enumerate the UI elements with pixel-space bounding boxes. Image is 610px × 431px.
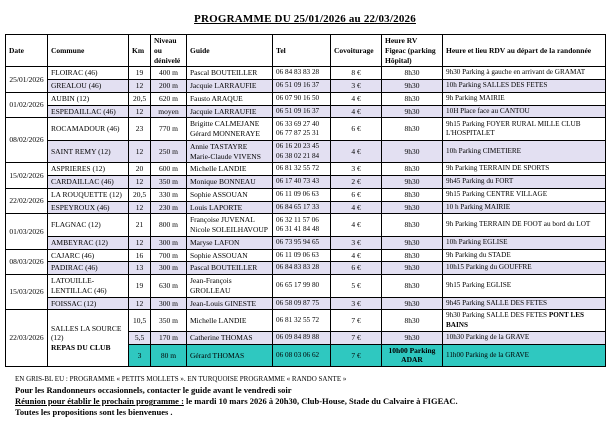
commune-cell: PADIRAC (46)	[48, 262, 129, 275]
guide-cell: Monique BONNEAU	[187, 176, 273, 189]
niveau-cell: 700 m	[151, 249, 187, 262]
commune-cell: FLOIRAC (46)	[48, 67, 129, 80]
km-cell: 13	[129, 262, 151, 275]
rdv-cell: 9h45 Parking du FORT	[443, 176, 606, 189]
niveau-cell: 300 m	[151, 262, 187, 275]
guide-cell: Pascal BOUTEILLER	[187, 262, 273, 275]
guide-cell: Brigitte CALMEJANE Gérard MONNERAYE	[187, 118, 273, 141]
guide-cell: Jean-François GROLLEAU	[187, 275, 273, 298]
rdv-cell: 9h Parking MAIRIE	[443, 92, 606, 105]
covoiturage-cell: 7 €	[331, 344, 382, 367]
niveau-cell: 770 m	[151, 118, 187, 141]
km-cell: 19	[129, 67, 151, 80]
niveau-cell: 230 m	[151, 201, 187, 214]
table-row	[6, 163, 606, 176]
tel-cell: 06 11 09 06 63	[273, 249, 331, 262]
column-header: Niveau ou dénivelé	[151, 35, 187, 67]
niveau-cell: 80 m	[151, 344, 187, 367]
km-cell: 12	[129, 105, 151, 118]
date-cell: 15/02/2026	[6, 163, 48, 189]
note-occasional-hikers: Pour les Randonneurs occasionnels, contacter le guide avant le vendredi soir	[15, 385, 292, 396]
guide-cell: Maryse LAFON	[187, 236, 273, 249]
rdv-cell: 9h15 Parking CENTRE VILLAGE	[443, 188, 606, 201]
rdv-cell: 10h Parking CIMETIERE	[443, 140, 606, 163]
heure-rv-cell: 8h30	[382, 163, 443, 176]
table-row	[6, 188, 606, 201]
commune-cell: CAJARC (46)	[48, 249, 129, 262]
niveau-cell: 350 m	[151, 310, 187, 332]
covoiturage-cell: 4 €	[331, 249, 382, 262]
covoiturage-cell: 3 €	[331, 236, 382, 249]
heure-rv-cell: 8h30	[382, 67, 443, 80]
km-cell: 12	[129, 236, 151, 249]
covoiturage-cell: 4 €	[331, 140, 382, 163]
header-row	[6, 35, 606, 67]
table-row	[6, 297, 606, 310]
tel-cell: 06 81 32 55 72	[273, 163, 331, 176]
column-header: Commune	[48, 35, 129, 67]
guide-cell: Michelle LANDIE	[187, 163, 273, 176]
guide-cell: Jacquie LARRAUFIE	[187, 80, 273, 93]
km-cell: 12	[129, 176, 151, 189]
km-cell: 20,5	[129, 92, 151, 105]
niveau-cell: 250 m	[151, 140, 187, 163]
heure-rv-cell: 9h30	[382, 201, 443, 214]
heure-rv-cell: 8h30	[382, 188, 443, 201]
table-row	[6, 118, 606, 141]
guide-cell: Annie TASTAYRE Marie-Claude VIVENS	[187, 140, 273, 163]
km-cell: 3	[129, 344, 151, 367]
km-cell: 21	[129, 214, 151, 237]
heure-rv-cell: 8h30	[382, 118, 443, 141]
table-row	[6, 176, 606, 189]
guide-cell: Catherine THOMAS	[187, 331, 273, 344]
column-header: Heure RV Figeac (parking Hôpital)	[382, 35, 443, 67]
date-cell: 01/02/2026	[6, 92, 48, 118]
niveau-cell: 600 m	[151, 163, 187, 176]
guide-cell: Michelle LANDIE	[187, 310, 273, 332]
km-cell: 19	[129, 275, 151, 298]
note-meeting-rest: le mardi 10 mars 2026 à 20h30, Club-House, Stade du Calvaire à FIGEAC.	[183, 396, 458, 407]
km-cell: 23	[129, 118, 151, 141]
covoiturage-cell: 4 €	[331, 92, 382, 105]
commune-cell: CARDAILLAC (46)	[48, 176, 129, 189]
column-header: Km	[129, 35, 151, 67]
guide-cell: Louis LAPORTE	[187, 201, 273, 214]
km-cell: 20	[129, 163, 151, 176]
heure-rv-cell: 9h30	[382, 331, 443, 344]
table-row	[6, 262, 606, 275]
column-header: Heure et lieu RDV au départ de la randonnée	[443, 35, 606, 67]
table-row	[6, 249, 606, 262]
table-row	[6, 275, 606, 298]
rdv-cell: 10h30 Parking de la GRAVE	[443, 331, 606, 344]
table-row	[6, 92, 606, 105]
heure-rv-cell: 10h00 Parking ADAR	[382, 344, 443, 367]
covoiturage-cell: 8 €	[331, 67, 382, 80]
heure-rv-cell: 8h30	[382, 214, 443, 237]
column-header: Covoiturage	[331, 35, 382, 67]
km-cell: 20,5	[129, 188, 151, 201]
commune-cell: AMBEYRAC (12)	[48, 236, 129, 249]
table-row	[6, 105, 606, 118]
heure-rv-cell: 9h30	[382, 262, 443, 275]
commune-cell: SALLES LA SOURCE (12) REPAS DU CLUB	[48, 310, 129, 367]
rdv-cell: 10h Parking EGLISE	[443, 236, 606, 249]
rdv-cell: 9h Parking TERRAIN DE FOOT au bord du LOT	[443, 214, 606, 237]
date-cell: 15/03/2026	[6, 275, 48, 310]
km-cell: 16	[129, 249, 151, 262]
commune-cell: ROCAMADOUR (46)	[48, 118, 129, 141]
guide-cell: Sophie ASSOUAN	[187, 188, 273, 201]
rdv-cell: 11h00 Parking de la GRAVE	[443, 344, 606, 367]
table-header	[6, 35, 606, 67]
rdv-cell: 9h15 Parking FOYER RURAL MILLE CLUB L'HOSPITALET	[443, 118, 606, 141]
niveau-cell: 630 m	[151, 275, 187, 298]
rdv-cell: 10h15 Parking du GOUFFRE	[443, 262, 606, 275]
niveau-cell: 350 m	[151, 176, 187, 189]
date-cell: 22/03/2026	[6, 310, 48, 367]
heure-rv-cell: 8h30	[382, 275, 443, 298]
guide-cell: Jean-Louis GINESTE	[187, 297, 273, 310]
niveau-cell: 800 m	[151, 214, 187, 237]
table-row	[6, 140, 606, 163]
rdv-cell: 9h15 Parking EGLISE	[443, 275, 606, 298]
commune-cell: LATOUILLE-LENTILLAC (46)	[48, 275, 129, 298]
tel-cell: 06 32 11 57 06 06 31 41 84 48	[273, 214, 331, 237]
date-cell: 08/03/2026	[6, 249, 48, 275]
tel-cell: 06 07 90 16 50	[273, 92, 331, 105]
column-header: Tel	[273, 35, 331, 67]
column-header: Guide	[187, 35, 273, 67]
km-cell: 12	[129, 140, 151, 163]
tel-cell: 06 16 20 23 45 06 38 02 21 84	[273, 140, 331, 163]
programme-table	[5, 34, 606, 367]
commune-cell: AUBIN (12)	[48, 92, 129, 105]
guide-cell: Françoise JUVENAL Nicole SOLEILHAVOUP	[187, 214, 273, 237]
commune-cell: FLAGNAC (12)	[48, 214, 129, 237]
guide-cell: Sophie ASSOUAN	[187, 249, 273, 262]
tel-cell: 06 81 32 55 72	[273, 310, 331, 332]
niveau-cell: 300 m	[151, 236, 187, 249]
covoiturage-cell: 6 €	[331, 118, 382, 141]
covoiturage-cell: 5 €	[331, 275, 382, 298]
tel-cell: 06 33 69 27 40 06 77 87 25 31	[273, 118, 331, 141]
tel-cell: 06 08 03 06 62	[273, 344, 331, 367]
commune-cell: LA ROUQUETTE (12)	[48, 188, 129, 201]
heure-rv-cell: 8h30	[382, 310, 443, 332]
covoiturage-cell: 6 €	[331, 188, 382, 201]
covoiturage-cell: 7 €	[331, 310, 382, 332]
commune-cell: GREALOU (46)	[48, 80, 129, 93]
rdv-cell: 10H Place face au CANTOU	[443, 105, 606, 118]
heure-rv-cell: 9h30	[382, 176, 443, 189]
rdv-cell: 9h Parking du STADE	[443, 249, 606, 262]
km-cell: 5,5	[129, 331, 151, 344]
km-cell: 12	[129, 80, 151, 93]
date-cell: 22/02/2026	[6, 188, 48, 214]
km-cell: 10,5	[129, 310, 151, 332]
covoiturage-cell: 3 €	[331, 163, 382, 176]
tel-cell: 06 11 09 06 63	[273, 188, 331, 201]
niveau-cell: 400 m	[151, 67, 187, 80]
niveau-cell: 170 m	[151, 331, 187, 344]
heure-rv-cell: 9h30	[382, 236, 443, 249]
guide-cell: Fausto ARAQUE	[187, 92, 273, 105]
programme-table-body	[6, 67, 606, 367]
covoiturage-cell: 3 €	[331, 297, 382, 310]
tel-cell: 06 84 83 83 28	[273, 262, 331, 275]
niveau-cell: 330 m	[151, 188, 187, 201]
table-row	[6, 236, 606, 249]
page-title: PROGRAMME DU 25/01/2026 au 22/03/2026	[194, 13, 416, 25]
rdv-cell: 10 h Parking MAIRIE	[443, 201, 606, 214]
rdv-cell: 9h45 Parking SALLE DES FETES	[443, 297, 606, 310]
note-meeting-underlined: Réunion pour établir le prochain programme :	[15, 396, 184, 407]
km-cell: 12	[129, 201, 151, 214]
guide-cell: Pascal BOUTEILLER	[187, 67, 273, 80]
tel-cell: 06 84 65 17 33	[273, 201, 331, 214]
niveau-cell: 200 m	[151, 80, 187, 93]
niveau-cell: moyen	[151, 105, 187, 118]
niveau-cell: 300 m	[151, 297, 187, 310]
tel-cell: 06 73 95 94 65	[273, 236, 331, 249]
tel-cell: 06 17 40 73 43	[273, 176, 331, 189]
niveau-cell: 620 m	[151, 92, 187, 105]
rdv-cell: 10h Parking SALLES DES FETES	[443, 80, 606, 93]
date-cell: 01/03/2026	[6, 214, 48, 249]
rdv-cell: 9h30 Parking à gauche en arrivant de GRAMAT	[443, 67, 606, 80]
table-row	[6, 201, 606, 214]
legend-text: EN GRIS-BL EU : PROGRAMME « PETITS MOLLETS ». EN TURQUOISE PROGRAMME « RANDO SANTE »	[15, 375, 347, 384]
heure-rv-cell: 8h30	[382, 249, 443, 262]
covoiturage-cell: 3 €	[331, 80, 382, 93]
heure-rv-cell: 9h30	[382, 80, 443, 93]
column-header: Date	[6, 35, 48, 67]
tel-cell: 06 84 83 83 28	[273, 67, 331, 80]
heure-rv-cell: 9h30	[382, 105, 443, 118]
heure-rv-cell: 8h30	[382, 92, 443, 105]
covoiturage-cell: 4 €	[331, 201, 382, 214]
table-row	[6, 310, 606, 332]
covoiturage-cell: 4 €	[331, 105, 382, 118]
note-meeting	[15, 396, 605, 406]
date-cell: 08/02/2026	[6, 118, 48, 163]
commune-cell: ESPEDAILLAC (46)	[48, 105, 129, 118]
table-row	[6, 80, 606, 93]
covoiturage-cell: 6 €	[331, 262, 382, 275]
covoiturage-cell: 7 €	[331, 331, 382, 344]
km-cell: 12	[129, 297, 151, 310]
covoiturage-cell: 2 €	[331, 176, 382, 189]
tel-cell: 06 51 09 16 37	[273, 80, 331, 93]
note-propositions: Toutes les propositions sont les bienvenues .	[15, 407, 173, 418]
tel-cell: 06 09 84 89 88	[273, 331, 331, 344]
commune-cell: SAINT REMY (12)	[48, 140, 129, 163]
table-row	[6, 214, 606, 237]
heure-rv-cell: 9h30	[382, 140, 443, 163]
commune-cell: FOISSAC (12)	[48, 297, 129, 310]
commune-cell: ESPEYROUX (46)	[48, 201, 129, 214]
commune-cell: ASPRIERES (12)	[48, 163, 129, 176]
tel-cell: 06 51 09 16 37	[273, 105, 331, 118]
rdv-cell: 9h Parking TERRAIN DE SPORTS	[443, 163, 606, 176]
guide-cell: Gérard THOMAS	[187, 344, 273, 367]
date-cell: 25/01/2026	[6, 67, 48, 93]
table-row	[6, 67, 606, 80]
rdv-cell: 9h30 Parking SALLE DES FETES PONT LES BAINS	[443, 310, 606, 332]
covoiturage-cell: 4 €	[331, 214, 382, 237]
heure-rv-cell: 9h30	[382, 297, 443, 310]
tel-cell: 06 58 09 87 75	[273, 297, 331, 310]
tel-cell: 06 65 17 99 80	[273, 275, 331, 298]
guide-cell: Jacquie LARRAUFIE	[187, 105, 273, 118]
